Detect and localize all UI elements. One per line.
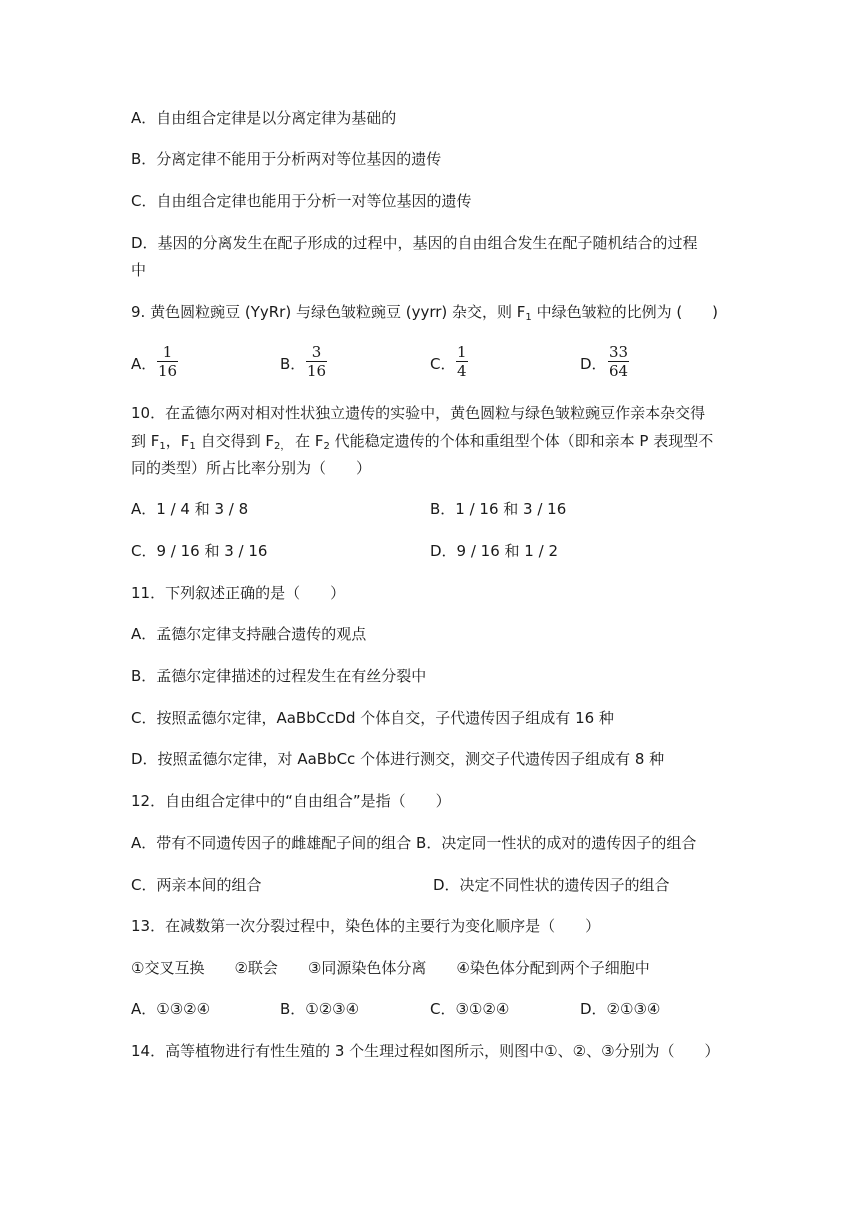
q9-option-d-fraction (608, 343, 629, 380)
q9-option-a-fraction (157, 343, 178, 380)
q9-stem-sub: 1 (525, 312, 532, 323)
q13-option-d: D．②①③④ (580, 1000, 661, 1018)
q10-sub: 1 (159, 441, 166, 452)
q9-option-d-letter: D． (580, 355, 607, 373)
q12-options-ab: A．带有不同遗传因子的雌雄配子间的组合 B．决定同一性状的成对的遗传因子的组合 (131, 834, 697, 852)
q10-stem-line3: 同的类型）所占比率分别为（ ） (131, 459, 372, 477)
q13-option-b: B．①②③④ (280, 1000, 360, 1018)
q14-stem: 14．高等植物进行有性生殖的 3 个生理过程如图所示，则图中①、②、③分别为（ ） (131, 1042, 720, 1060)
q11-stem: 11．下列叙述正确的是（ ） (131, 584, 346, 602)
q9-option-c-denominator: 4 (457, 362, 467, 380)
q10-stem-line2 (131, 431, 713, 451)
q9-option-a-letter: A． (131, 355, 157, 373)
q11-option-c: C．按照孟德尔定律，AaBbCcDd 个体自交，子代遗传因子组成有 16 种 (131, 709, 614, 727)
q10-option-c: C．9 / 16 和 3 / 16 (131, 542, 268, 560)
q10-text: 在 F (290, 432, 324, 450)
q12-option-c: C．两亲本间的组合 (131, 876, 262, 894)
q9-option-b-letter: B． (280, 355, 306, 373)
q8-option-a: A．自由组合定律是以分离定律为基础的 (131, 109, 397, 127)
q10-option-d: D．9 / 16 和 1 / 2 (430, 542, 558, 560)
q9-stem-pre: 9. 黄色圆粒豌豆 (YyRr) 与绿色皱粒豌豆 (yyrr) 杂交，则 F (131, 303, 526, 321)
q10-sub: 1 (189, 441, 196, 452)
q10-sub: 2 (323, 441, 330, 452)
q9-option-b-fraction (306, 343, 327, 380)
q11-option-b: B．孟德尔定律描述的过程发生在有丝分裂中 (131, 667, 427, 685)
q9-stem-post: 中绿色皱粒的比例为 ( ) (531, 303, 719, 321)
q10-stem-line1: 10．在孟德尔两对相对性状独立遗传的实验中，黄色圆粒与绿色皱粒豌豆作亲本杂交得 (131, 404, 706, 422)
q9-stem (131, 302, 718, 322)
q12-option-d: D．决定不同性状的遗传因子的组合 (433, 876, 670, 894)
q9-option-c-fraction (456, 343, 468, 380)
q9-option-a-numerator: 1 (162, 343, 173, 361)
q10-option-a: A．1 / 4 和 3 / 8 (131, 500, 249, 518)
q9-option-a-denominator: 16 (158, 362, 178, 380)
q10-text: 代能稳定遗传的个体和重组型个体（即和亲本 P 表现型不 (329, 432, 714, 450)
q9-option-d-denominator: 64 (609, 362, 629, 380)
q11-option-a: A．孟德尔定律支持融合遗传的观点 (131, 625, 367, 643)
q13-stem: 13．在减数第一次分裂过程中，染色体的主要行为变化顺序是（ ） (131, 917, 601, 935)
q8-option-c: C．自由组合定律也能用于分析一对等位基因的遗传 (131, 192, 472, 210)
q13-items: ①交叉互换 ②联会 ③同源染色体分离 ④染色体分配到两个子细胞中 (131, 959, 650, 977)
q10-option-b: B．1 / 16 和 3 / 16 (430, 500, 567, 518)
q11-option-d: D．按照孟德尔定律，对 AaBbCc 个体进行测交，测交子代遗传因子组成有 8 种 (131, 750, 665, 768)
q10-text: 自交得到 F (195, 432, 274, 450)
q9-option-c-letter: C． (430, 355, 456, 373)
q9-option-b-denominator: 16 (307, 362, 327, 380)
q10-text: ，F (165, 432, 190, 450)
q13-option-c: C．③①②④ (430, 1000, 510, 1018)
q12-stem: 12．自由组合定律中的“自由组合”是指（ ） (131, 792, 451, 810)
q8-option-b: B．分离定律不能用于分析两对等位基因的遗传 (131, 150, 442, 168)
q8-option-d-line1: D．基因的分离发生在配子形成的过程中，基因的自由组合发生在配子随机结合的过程 (131, 234, 698, 252)
q10-sub: 2， (273, 441, 291, 452)
q9-option-b-numerator: 3 (311, 343, 322, 361)
q10-text: 到 F (131, 432, 160, 450)
q8-option-d-line2: 中 (131, 261, 147, 279)
q9-option-c-numerator: 1 (457, 343, 467, 361)
q13-option-a: A．①③②④ (131, 1000, 211, 1018)
q9-option-d-numerator: 33 (609, 343, 629, 361)
